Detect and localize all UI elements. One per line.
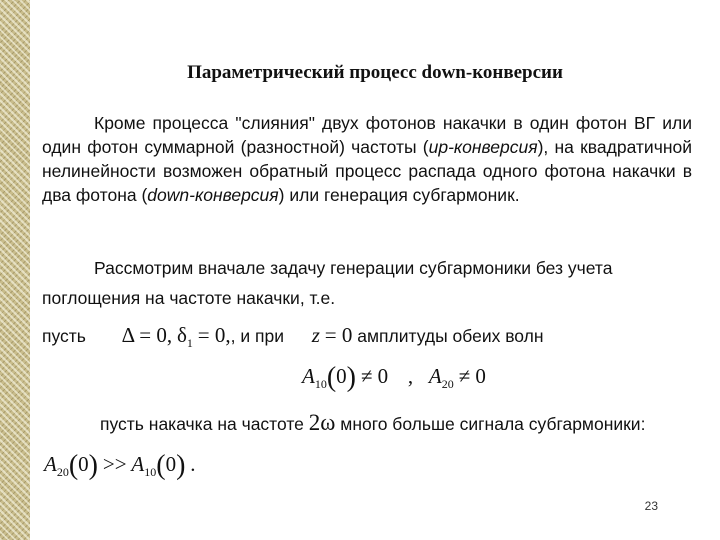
final-arg1: 0 (78, 452, 89, 476)
intro-italic-down: down-конверсия (147, 185, 279, 205)
paragraph-intro (42, 111, 692, 207)
decorative-border (0, 0, 30, 540)
eq-z-rest: = 0 (324, 323, 353, 347)
final-a10-sub: 10 (144, 465, 157, 479)
page-number: 23 (644, 499, 658, 513)
eq-delta1-rest: = 0, (197, 323, 231, 347)
final-a20: A (44, 452, 57, 476)
amp-arg: 0 (336, 364, 347, 388)
condition-line (42, 323, 544, 351)
eq-delta1-sub: 1 (186, 336, 193, 350)
pump-freq: 2ω (308, 410, 336, 435)
eq-delta: Δ = 0, (121, 323, 173, 347)
intro-text-b: ), на квадратичной нелинейности возможен обратный процесс распада одного фотона накачки в два фотона ( (42, 137, 692, 205)
word-let: пусть (42, 326, 86, 346)
paragraph-consider (42, 256, 692, 310)
slide-title: Параметрический процесс down-конверсии (187, 62, 563, 83)
amp-a20-sub: 20 (441, 377, 454, 391)
final-dot: . (190, 452, 196, 476)
amp-a10-sub: 10 (314, 377, 327, 391)
final-gg: >> (102, 452, 127, 476)
amplitudes-line: $A_{10}(0) \ne 0$ , $A_{20} \ne 0$ (302, 362, 486, 393)
final-inequality: $A_{20}(0) >> A_{10}(0)$ . (44, 450, 196, 481)
consider-line-1: Рассмотрим вначале задачу генерации субгармоники без учета (94, 258, 613, 278)
condition-tail: амплитуды обеих волн (357, 326, 544, 346)
eq-delta1: δ (177, 323, 187, 347)
intro-italic-up: up-конверсия (428, 137, 538, 157)
pump-tail: много больше сигнала субгармоники: (340, 414, 646, 434)
final-a10: A (131, 452, 145, 476)
amp-neq2: ≠ 0 (458, 364, 486, 388)
amp-a10: A (302, 364, 315, 388)
eq-z-var: z (311, 323, 320, 347)
amp-neq: ≠ 0 (360, 364, 389, 388)
and-at: , и при (230, 326, 284, 346)
final-a20-sub: 20 (56, 465, 69, 479)
amp-sep: , (407, 364, 414, 388)
intro-text-c: ) или генерация субгармоник. (278, 185, 520, 205)
slide (30, 0, 720, 540)
intro-text-a: Кроме процесса "слияния" двух фотонов накачки в один фотон ВГ или один фотон суммарной (разностной) частоты ( (42, 113, 692, 157)
pump-text: пусть накачка на частоте (100, 414, 304, 434)
final-arg2: 0 (165, 452, 177, 476)
amp-a20: A (428, 364, 442, 388)
pump-line (100, 410, 645, 436)
consider-line-2: поглощения на частоте накачки, т.е. (42, 288, 336, 308)
